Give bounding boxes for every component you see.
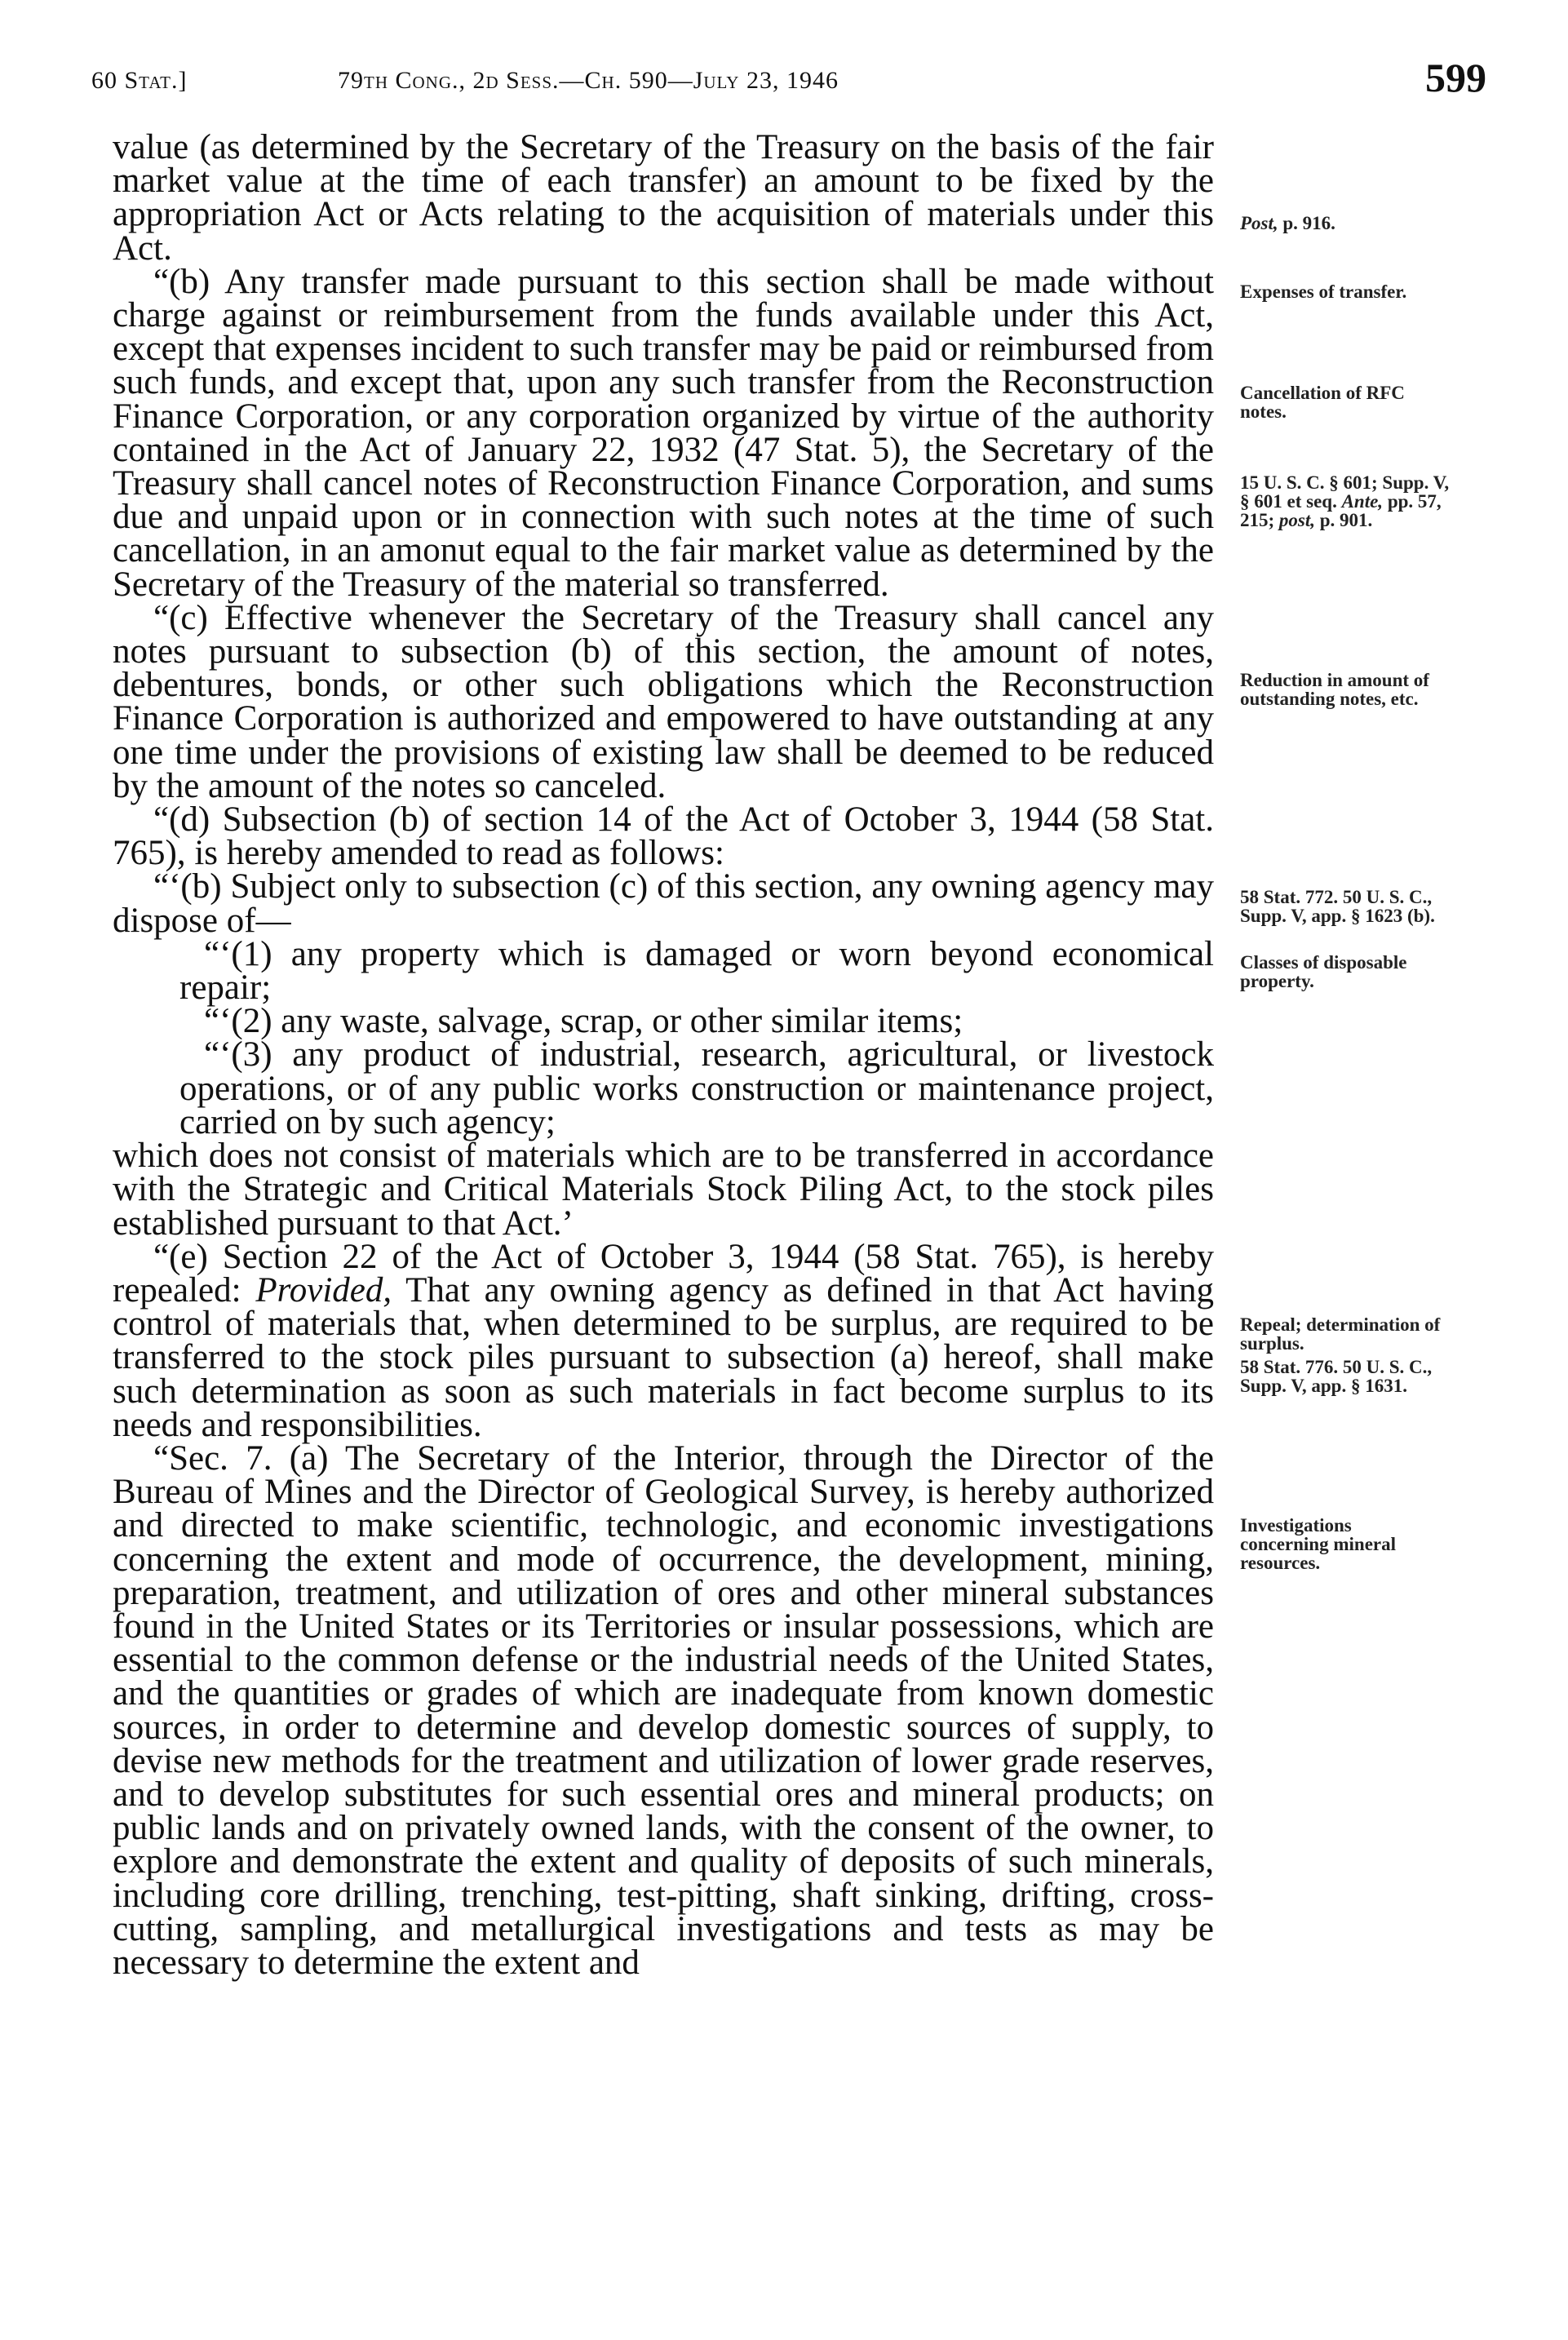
note-post-ref bbox=[1240, 214, 1501, 233]
page-header bbox=[91, 46, 1486, 119]
running-head: 79th Cong., 2d Sess.—Ch. 590—July 23, 1946 bbox=[338, 67, 839, 94]
note-ante-pages: pp. 57, 215; bbox=[1240, 491, 1442, 530]
note-stat-772: 58 Stat. 772. 50 U. S. C., Supp. V, app. § 1623 (b). bbox=[1240, 887, 1435, 926]
paragraph-item-3: “‘(3) any product of industrial, research, agricultural, or livestock operations, or of any public works construction or maintenance project, carried on by such agency; bbox=[179, 1035, 1214, 1141]
paragraph-b: “(b) Any transfer made pursuant to this section shall be made without charge against or reimbursement from the funds available under this Act, except that expenses incident to such transfer may be paid or reimbursed from such funds, and except that, upon any such transfer from the Reconstruction Finance Corporation, or any corporation organized by virtue of the authority contained in the Act of January 22, 1932 (47 Stat. 5), the Secretary of the Treasury shall cancel notes of Reconstruction Finance Corporation, and sums due and unpaid upon or in connection with such notes at the time of such cancellation, in an amonut equal to the fair market value as determined by the Secretary of the Treasury of the material so transferred. bbox=[113, 262, 1214, 604]
page-number: 599 bbox=[1425, 55, 1486, 100]
note-classes: Classes of disposable property. bbox=[1240, 952, 1407, 991]
paragraph-c: “(c) Effective whenever the Secretary of the Treasury shall cancel any notes pursuant to subsection (b) of this section, the amount of notes, debentures, bonds, or other such obligations which the Reconstruction Finance Corporation is authorized and empowered to have outstanding at any one time under the provisions of existing law shall be deemed to be reduced by the amount of the notes so canceled. bbox=[113, 598, 1214, 805]
note-repeal: Repeal; determination of surplus. bbox=[1240, 1314, 1441, 1354]
paragraph-d-b: “‘(b) Subject only to subsection (c) of this section, any owning agency may dispose of— bbox=[113, 867, 1214, 940]
statute-volume: 60 Stat.] bbox=[91, 67, 188, 94]
note-usc-601-line1: 15 U. S. C. § 601; Supp. V, § 601 et seq. bbox=[1240, 472, 1450, 512]
note-stat-776: 58 Stat. 776. 50 U. S. C., Supp. V, app. § 1631. bbox=[1240, 1357, 1433, 1396]
paragraph-item-1: “‘(1) any property which is damaged or worn beyond economical repair; bbox=[179, 934, 1214, 1008]
note-cancellation: Cancellation of RFC notes. bbox=[1240, 383, 1405, 422]
note-ante-word: Ante, bbox=[1341, 491, 1384, 512]
statute-body bbox=[113, 128, 1214, 1982]
paragraph-item-2: “‘(2) any waste, salvage, scrap, or other similar items; bbox=[204, 1002, 963, 1041]
paragraph-e-start: “(e) Section 22 of the Act of October 3, 1944 (58 Stat. 765), is hereby repealed: bbox=[113, 1237, 1214, 1310]
paragraph-d: “(d) Subsection (b) of section 14 of the Act of October 3, 1944 (58 Stat. 765), is hereby amended to read as follows: bbox=[113, 800, 1214, 873]
paragraph-e bbox=[113, 1237, 1214, 1444]
note-post2-page: p. 901. bbox=[1319, 510, 1373, 530]
paragraph-sec7: “Sec. 7. (a) The Secretary of the Interior, through the Director of the Bureau of Mines and the Director of Geological Survey, is hereby authorized and directed to make scientific, technologic, and economic investigations concerning the extent and mode of occurrence, the development, mining, preparation, treatment, and utilization of ores and other mineral substances found in the United States or its Territories or insular possessions, which are essential to the common defense or the industrial needs of the United States, and the quantities or grades of which are inadequate from known domestic sources, in order to determine and develop domestic sources of supply, to devise new methods for the treatment and utilization of lower grade reserves, and to develop substitutes for such essential ores and mineral products; on public lands and on privately owned lands, with the consent of the owner, to explore and demonstrate the extent and quality of deposits of such minerals, including core drilling, trenching, test-pitting, shaft sinking, drifting, cross-cutting, sampling, and metallurgical investigations and tests as may be necessary to determine the extent and bbox=[113, 1438, 1214, 1982]
note-expenses: Expenses of transfer. bbox=[1240, 281, 1407, 302]
note-post-word: Post, bbox=[1240, 213, 1278, 233]
paragraph-continuation: value (as determined by the Secretary of the Treasury on the basis of the fair market value at the time of each transfer) an amount to be fixed by the appropriation Act or Acts relating to the acquisition of materials under this Act. bbox=[113, 128, 1214, 268]
note-investigations: Investigations concerning mineral resources. bbox=[1240, 1515, 1396, 1573]
note-post-page: p. 916. bbox=[1282, 213, 1335, 233]
note-reduction: Reduction in amount of outstanding notes, etc. bbox=[1240, 670, 1429, 709]
proviso-word: Provided, bbox=[255, 1270, 392, 1310]
note-post2-word: post, bbox=[1278, 510, 1316, 530]
note-usc-601 bbox=[1240, 473, 1452, 530]
paragraph-e-rest: That any owning agency as defined in that Act having control of materials that, when determined to be surplus, are required to be transferred to the stock piles pursuant to subsection (a) hereof, shall make such determination as soon as such materials in fact become surplus to its needs and responsibilities. bbox=[113, 1270, 1214, 1444]
paragraph-which: which does not consist of materials which are to be transferred in accordance with the Strategic and Critical Materials Stock Piling Act, to the stock piles established pursuant to that Act.’ bbox=[113, 1137, 1214, 1243]
